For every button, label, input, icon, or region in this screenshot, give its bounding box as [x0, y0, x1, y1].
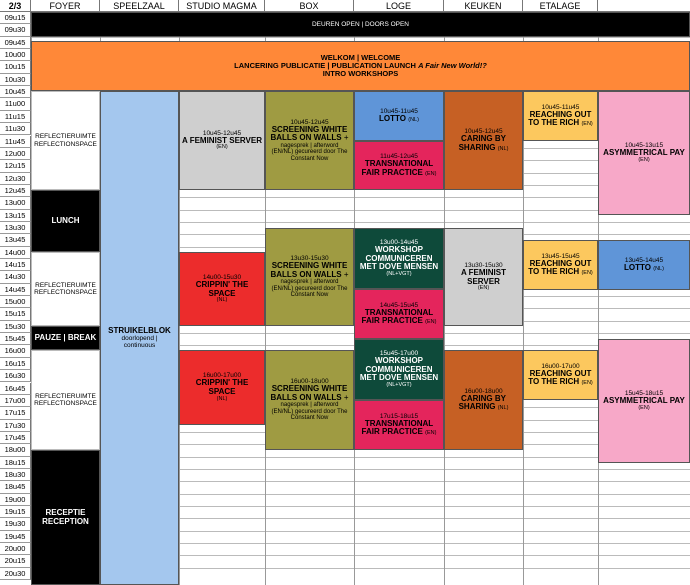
session-title	[524, 111, 597, 129]
session-language: (NL+VGT)	[386, 270, 412, 277]
time-label: 18u30	[0, 469, 31, 481]
session-language: (EN)	[477, 285, 490, 292]
time-label: 11u15	[0, 111, 31, 123]
time-label: 18u15	[0, 457, 31, 469]
column-header-keuken: KEUKEN	[444, 0, 523, 12]
plus-sign: +	[341, 392, 349, 402]
time-label: 19u00	[0, 494, 31, 506]
reaching-out-block	[523, 350, 598, 400]
break-label: PAUZE | BREAK	[34, 332, 97, 342]
session-title	[266, 385, 353, 402]
session-time: 16u00-18u00	[464, 387, 503, 395]
session-title-text: REACHING OUT TO THE RICH	[528, 109, 592, 128]
time-label: 20u15	[0, 555, 31, 567]
feminist-server-block	[179, 91, 265, 190]
session-title-text: LOTTO	[379, 114, 407, 124]
reflection-label-en: REFLECTIONSPACE	[34, 289, 97, 296]
break-block	[31, 326, 100, 350]
session-time: 10u45-11u45	[541, 103, 580, 111]
time-label: 14u30	[0, 271, 31, 283]
column-header-foyer: FOYER	[31, 0, 100, 12]
session-language: (EN)	[638, 404, 650, 411]
session-title-text: LOTTO	[624, 263, 652, 273]
column-header-studio-magma: STUDIO MAGMA	[179, 0, 265, 12]
doors-open-label: DEUREN OPEN | DOORS OPEN	[311, 20, 410, 28]
lunch-block	[31, 190, 100, 252]
session-language: (EN)	[425, 319, 437, 326]
session-title	[624, 264, 664, 273]
time-label: 09u15	[0, 12, 31, 24]
session-time: 16u00-17u00	[541, 362, 580, 370]
session-title: WORKSHOP COMMUNICEREN MET DOVE MENSEN	[359, 356, 439, 383]
session-title-text: CARING BY SHARING	[458, 134, 506, 152]
reflection-space-block	[31, 350, 100, 450]
time-label: 09u30	[0, 24, 31, 36]
session-time: 15u45-17u00	[379, 350, 419, 358]
screening-block	[265, 91, 354, 190]
time-label: 16u15	[0, 358, 31, 370]
session-language: (EN)	[425, 170, 437, 177]
session-time: 16u00-17u00	[202, 372, 242, 380]
session-title-text: REACHING OUT TO THE RICH	[528, 258, 592, 277]
session-title	[524, 260, 597, 278]
lotto-block	[354, 91, 444, 141]
time-label: 14u00	[0, 247, 31, 259]
time-label: 17u45	[0, 432, 31, 444]
session-time: 13u45-15u45	[541, 252, 580, 260]
session-title	[355, 160, 443, 178]
session-title	[355, 309, 443, 327]
session-title-text: REACHING OUT TO THE RICH	[528, 368, 592, 387]
session-description: nagesprek | afterword (EN/NL) gecureerd door The Constant Now	[271, 279, 348, 299]
plus-sign: +	[341, 269, 349, 279]
time-label: 16u00	[0, 345, 31, 357]
struikelblok-title: STRUIKELBLOK	[108, 325, 171, 335]
time-label: 09u45	[0, 37, 31, 49]
time-label: 20u30	[0, 568, 31, 580]
time-label: 18u45	[0, 481, 31, 493]
time-label: 13u15	[0, 210, 31, 222]
screening-title-text: SCREENING WHITE BALLS ON WALLS	[270, 384, 348, 402]
session-time: 13u30-15u30	[464, 261, 503, 269]
session-time: 11u45-12u45	[380, 153, 418, 161]
welcome-line2-text: LANCERING PUBLICATIE | PUBLICATION LAUNCH	[234, 60, 419, 70]
session-time: 15u45-18u15	[624, 390, 664, 398]
reflection-space-block	[31, 91, 100, 190]
time-label: 13u45	[0, 234, 31, 246]
session-description: nagesprek | afterword (EN/NL) gecureerd door The Constant Now	[271, 142, 348, 162]
time-label: 11u45	[0, 136, 31, 148]
session-title	[266, 126, 353, 143]
session-title: ASYMMETRICAL PAY	[603, 148, 685, 158]
session-language: (NL)	[653, 266, 664, 273]
session-time: 13u45-14u45	[624, 257, 664, 265]
session-title: A FEMINIST SERVER	[460, 267, 507, 286]
reception-label-nl: RECEPTIE	[45, 507, 86, 517]
screening-block	[265, 350, 354, 450]
time-label: 10u15	[0, 61, 31, 73]
session-language: (NL)	[216, 297, 228, 304]
session-language: (NL)	[497, 145, 509, 152]
session-time: 13u00-14u45	[379, 239, 419, 247]
time-label: 13u30	[0, 222, 31, 234]
time-label: 12u15	[0, 160, 31, 172]
session-time: 10u45-13u15	[624, 142, 664, 150]
session-language: (EN)	[638, 156, 650, 163]
session-title-text: TRANSNATIONAL FAIR PRACTICE	[361, 418, 434, 437]
screening-title-text: SCREENING WHITE BALLS ON WALLS	[270, 124, 348, 143]
time-label: 12u30	[0, 173, 31, 185]
session-title: WORKSHOP COMMUNICEREN MET DOVE MENSEN	[359, 245, 439, 272]
time-label: 11u30	[0, 123, 31, 135]
publication-title: A Fair New World!?	[418, 60, 487, 70]
reception-block	[31, 450, 100, 585]
session-title-text: TRANSNATIONAL FAIR PRACTICE	[361, 307, 434, 326]
session-title	[445, 395, 522, 413]
session-time: 17u15-18u15	[379, 412, 419, 420]
reflection-label-en: REFLECTIONSPACE	[34, 140, 97, 148]
session-title	[355, 420, 443, 438]
time-label: 12u45	[0, 185, 31, 197]
session-language: (EN)	[581, 270, 593, 277]
session-time: 14u45-15u45	[379, 301, 419, 309]
lunch-label: LUNCH	[51, 215, 80, 225]
asymmetrical-pay-block	[598, 91, 690, 215]
time-label: 12u00	[0, 148, 31, 160]
time-label: 19u30	[0, 518, 31, 530]
time-label: 15u45	[0, 333, 31, 345]
session-language: (NL)	[497, 405, 509, 412]
session-time: 14u00-15u30	[202, 273, 242, 281]
caring-by-sharing-block	[444, 350, 523, 450]
session-description: nagesprek | afterword (EN/NL) gecureerd door The Constant Now	[271, 402, 348, 422]
screening-title-text: SCREENING WHITE BALLS ON WALLS	[270, 261, 348, 279]
session-title: A FEMINIST SERVER	[181, 135, 262, 145]
doors-open-block	[31, 12, 690, 37]
session-language: (EN)	[216, 144, 228, 151]
welcome-line1: WELKOM | WELCOME	[320, 52, 401, 62]
session-language: (NL)	[408, 117, 419, 124]
time-label: 15u00	[0, 296, 31, 308]
reflection-label-en: REFLECTIONSPACE	[34, 400, 97, 407]
reflection-label-nl: REFLECTIERUIMTE	[35, 281, 96, 289]
session-time: 10u45-12u45	[290, 118, 329, 126]
column-header-etalage: ETALAGE	[523, 0, 598, 12]
session-title: CRIPPIN' THE SPACE	[195, 378, 249, 397]
session-time: 13u30-15u30	[290, 255, 329, 263]
session-title: CRIPPIN' THE SPACE	[195, 279, 249, 298]
session-language: (NL)	[216, 395, 228, 402]
transnational-fair-practice-block	[354, 141, 444, 190]
session-title-text: TRANSNATIONAL FAIR PRACTICE	[361, 159, 434, 177]
session-language: (EN)	[581, 121, 593, 128]
struikelblok-desc: doorlopend | continuous	[121, 335, 158, 350]
reflection-label-nl: REFLECTIERUIMTE	[35, 392, 96, 400]
transnational-fair-practice-block	[354, 400, 444, 450]
time-label: 19u45	[0, 531, 31, 543]
time-label: 16u30	[0, 370, 31, 382]
time-label: 14u15	[0, 259, 31, 271]
session-language: (NL+VGT)	[386, 381, 412, 388]
reflection-space-block	[31, 252, 100, 326]
crippin-the-space-block	[179, 350, 265, 425]
caring-by-sharing-block	[444, 91, 523, 190]
time-label: 20u00	[0, 543, 31, 555]
time-label: 14u45	[0, 284, 31, 296]
session-language: (EN)	[425, 430, 437, 437]
welcome-block	[31, 41, 690, 91]
time-label: 13u00	[0, 197, 31, 209]
session-title: ASYMMETRICAL PAY	[603, 396, 685, 406]
session-time: 10u45-12u45	[202, 129, 242, 137]
column-header-box: BOX	[265, 0, 354, 12]
column-header-loge: LOGE	[354, 0, 444, 12]
column-header-speelzaal: SPEELZAAL	[100, 0, 179, 12]
crippin-the-space-block	[179, 252, 265, 326]
session-title	[445, 135, 522, 153]
time-label: 17u15	[0, 407, 31, 419]
reflection-label-nl: REFLECTIERUIMTE	[35, 133, 96, 141]
day-label: 2/3	[0, 0, 31, 12]
asymmetrical-pay-block	[598, 339, 690, 463]
reaching-out-block	[523, 91, 598, 141]
session-time: 10u45-11u45	[380, 108, 418, 116]
session-language: (EN)	[581, 380, 593, 387]
session-title	[379, 115, 419, 124]
session-title	[266, 262, 353, 279]
column-header-extra	[598, 0, 690, 12]
session-time: 10u45-12u45	[464, 128, 503, 136]
plus-sign: +	[341, 133, 349, 143]
session-time: 16u00-18u00	[290, 378, 329, 386]
time-label: 10u45	[0, 86, 31, 98]
time-label: 17u30	[0, 420, 31, 432]
session-title-text: CARING BY SHARING	[458, 393, 506, 412]
workshop-deaf-block	[354, 228, 444, 289]
time-label: 10u00	[0, 49, 31, 61]
reaching-out-block	[523, 240, 598, 290]
struikelblok-block	[100, 91, 179, 585]
transnational-fair-practice-block	[354, 289, 444, 339]
reception-label-en: RECEPTION	[42, 516, 89, 526]
welcome-line3: INTRO WORKSHOPS	[322, 69, 399, 79]
time-label: 19u15	[0, 506, 31, 518]
time-label: 16u45	[0, 383, 31, 395]
time-label: 17u00	[0, 395, 31, 407]
time-label: 11u00	[0, 98, 31, 110]
feminist-server-block	[444, 228, 523, 326]
workshop-deaf-block	[354, 339, 444, 400]
session-title	[524, 370, 597, 388]
time-label: 10u30	[0, 74, 31, 86]
screening-block	[265, 228, 354, 326]
time-label: 15u30	[0, 321, 31, 333]
time-label: 18u00	[0, 444, 31, 456]
lotto-block	[598, 240, 690, 290]
time-label: 15u15	[0, 308, 31, 320]
